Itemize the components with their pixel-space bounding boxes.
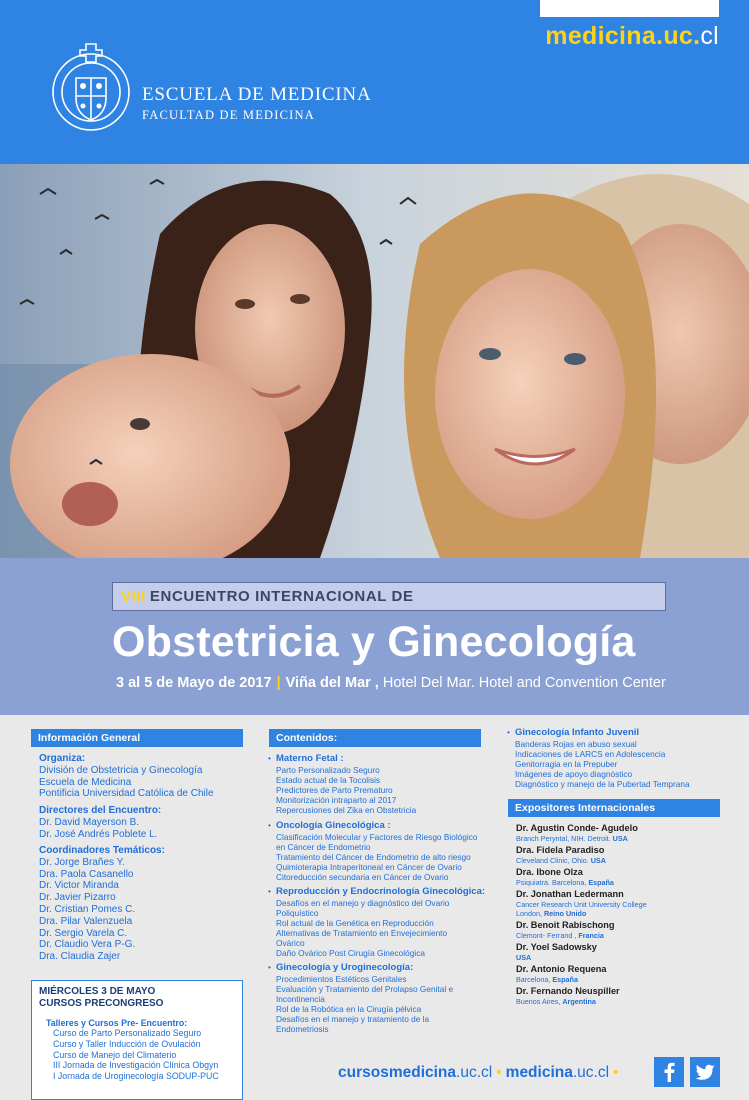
precongreso-item: Curso de Parto Personalizado Seguro xyxy=(53,1028,202,1038)
facebook-icon[interactable] xyxy=(654,1057,684,1087)
coordinadores-heading: Coordinadores Temáticos: xyxy=(39,845,165,856)
info-general-header: Información General xyxy=(31,729,243,747)
expositor-affiliation: Buenos Aires, Argentina xyxy=(516,997,596,1006)
contenido-item: Ovárico xyxy=(276,938,305,948)
facebook-glyph xyxy=(654,1057,684,1087)
expositor-affiliation: Cancer Research Unit University College xyxy=(516,900,647,909)
family-photo-illustration xyxy=(0,164,749,558)
coordinador-item: Dr. Cristian Pomes C. xyxy=(39,903,136,915)
school-line-1: ESCUELA DE MEDICINA xyxy=(142,84,372,105)
expositor-affiliation: USA xyxy=(516,953,532,962)
contenido-item: Predictores de Parto Prematuro xyxy=(276,785,393,795)
contenido-item: Imágenes de apoyo diagnóstico xyxy=(515,769,633,779)
expositor-affiliation: Clemont- Ferrand , Francia xyxy=(516,931,604,940)
coordinador-item: Dra. Claudia Zajer xyxy=(39,951,121,963)
uroginecologia-section xyxy=(268,962,486,1034)
separator-dot: • xyxy=(496,1064,502,1081)
expositor-entry xyxy=(516,942,597,962)
expositor-name: Dr. Benoit Rabischong xyxy=(516,920,615,930)
uroginecologia-heading: Ginecología y Uroginecología: xyxy=(276,962,414,973)
hero-photo xyxy=(0,164,749,558)
reproduccion-section xyxy=(268,886,488,958)
oncologia-section xyxy=(268,820,486,882)
precongreso-item: Curso y Taller Inducción de Ovulación xyxy=(53,1038,201,1049)
expositor-affiliation: Barcelona, España xyxy=(516,975,578,984)
expositores-header: Expositores Internacionales xyxy=(508,799,720,817)
contenidos-header: Contenidos: xyxy=(269,729,481,747)
site-url[interactable] xyxy=(545,22,719,51)
coordinadores-section xyxy=(39,845,244,963)
subtitle-text: ENCUENTRO INTERNACIONAL DE xyxy=(149,588,414,605)
expositor-location: London, Reino Unido xyxy=(516,909,587,918)
coordinador-item: Dra. Paola Casanello xyxy=(39,868,134,880)
expositor-affiliation: Branch Peryntal, NIH. Detroit. USA xyxy=(516,834,628,843)
expositor-entry xyxy=(516,889,647,918)
expositor-name: Dr. Antonio Requena xyxy=(516,964,607,974)
site-url-light: cl xyxy=(700,22,719,50)
precongreso-subheading: Talleres y Cursos Pre- Encuentro: xyxy=(46,1018,188,1028)
coordinador-item: Dr. Claudio Vera P-G. xyxy=(39,939,136,951)
infanto-juvenil-section xyxy=(507,727,740,789)
precongreso-box xyxy=(31,980,243,1100)
expositor-name: Dra. Ibone Olza xyxy=(516,867,583,877)
event-dateline xyxy=(116,675,666,691)
directores-heading: Directores del Encuentro: xyxy=(39,805,162,816)
coordinador-item: Dr. Victor Miranda xyxy=(39,880,119,892)
contenido-item: Indicaciones de LARCS en Adolescencia xyxy=(515,749,666,759)
contenido-item: Desafíos en el manejo y tratamiento de la xyxy=(276,1014,430,1024)
contenido-item: Estado actual de la Tocolisis xyxy=(276,775,381,785)
expositor-affiliation: Cleveland Clinic, Ohio. USA xyxy=(516,856,606,865)
precongreso-item: I Jornada de Uroginecología SODUP-PUC xyxy=(53,1071,219,1082)
title-band xyxy=(0,558,749,715)
dateline-separator: | xyxy=(276,675,281,691)
contenido-item: Rol de la Robótica en la Cirugía pélvica xyxy=(276,1004,422,1014)
contenido-item: Clasificación Molecular y Factores de Riesgo Biológico xyxy=(276,832,478,842)
footer-links xyxy=(338,1064,622,1082)
separator-dot: • xyxy=(613,1064,619,1081)
precongreso-item: Curso de Manejo del Climaterio xyxy=(53,1049,177,1060)
reproduccion-heading: Reproducción y Endocrinología Ginecológica: xyxy=(276,886,486,897)
school-line-2: FACULTAD DE MEDICINA xyxy=(142,108,315,122)
director-item: Dr. José Andrés Poblete L. xyxy=(39,828,158,840)
bullet-icon: • xyxy=(268,820,271,830)
contenido-item: Monitorización intraparto al 2017 xyxy=(276,795,397,805)
bullet-icon: • xyxy=(268,962,271,972)
site-url-bold: medicina.uc. xyxy=(545,22,701,50)
contenido-item: Incontinencia xyxy=(276,994,325,1004)
medicina-link[interactable]: medicina.uc.cl xyxy=(505,1064,610,1081)
cursos-link[interactable]: cursosmedicina.uc.cl xyxy=(338,1064,493,1081)
university-seal-icon xyxy=(50,36,132,142)
contenido-item: Daño Ovárico Post Cirugía Ginecológica xyxy=(276,948,425,958)
infanto-juvenil-heading: Ginecología Infanto Juvenil xyxy=(515,727,640,738)
header xyxy=(0,0,749,164)
expositor-affiliation: Psiquiatra. Barcelona, España xyxy=(516,878,614,887)
contenido-item: Poliquístico xyxy=(276,908,319,918)
event-venue: Hotel Del Mar. Hotel and Convention Center xyxy=(382,675,666,691)
twitter-icon[interactable] xyxy=(690,1057,720,1087)
event-city: Viña del Mar , xyxy=(285,675,379,691)
expositor-entry xyxy=(516,920,615,940)
organiza-item: Pontificia Universidad Católica de Chile xyxy=(39,788,214,800)
school-name xyxy=(142,84,371,123)
expositor-name: Dra. Fidela Paradiso xyxy=(516,845,605,855)
precongreso-item: III Jornada de Investigación Clínica Obgyn xyxy=(53,1060,219,1071)
content-area xyxy=(0,715,749,1100)
event-title: Obstetricia y Ginecología xyxy=(112,618,636,666)
coordinador-item: Dr. Sergio Varela C. xyxy=(39,927,128,939)
contenido-item: Evaluación y Tratamiento del Prolapso Genital e xyxy=(276,984,454,994)
contenido-item: en Cáncer de Endometrio xyxy=(276,842,371,852)
materno-fetal-heading: Materno Fetal : xyxy=(276,753,344,764)
contenido-item: Repercusiones del Zika en Obstetricia xyxy=(276,805,417,815)
contenido-item: Parto Personalizado Seguro xyxy=(276,765,380,775)
contenido-item: Citoreducción secundaria en Cáncer de Ovario xyxy=(276,872,449,882)
organiza-section xyxy=(39,753,244,800)
contenido-item: Procedimientos Estéticos Genitales xyxy=(276,974,407,984)
contenido-item: Diagnóstico y manejo de la Pubertad Temprana xyxy=(515,779,690,789)
organiza-item: División de Obstetricia y Ginecología xyxy=(39,764,203,776)
expositor-entry xyxy=(516,986,620,1006)
expositor-name: Dr. Jonathan Ledermann xyxy=(516,889,624,899)
expositor-name: Dr. Yoel Sadowsky xyxy=(516,942,597,952)
edition-number: VIII xyxy=(121,588,146,605)
event-subtitle xyxy=(112,582,666,611)
expositor-name: Dr. Fernando Neuspiller xyxy=(516,986,620,996)
expositor-entry xyxy=(516,964,607,984)
precongreso-date: MIÉRCOLES 3 DE MAYO xyxy=(39,986,156,997)
coordinador-item: Dra. Pilar Valenzuela xyxy=(39,915,133,927)
coordinador-item: Dr. Javier Pizarro xyxy=(39,892,116,904)
contenido-item: Banderas Rojas en abuso sexual xyxy=(515,739,637,749)
director-item: Dr. David Mayerson B. xyxy=(39,816,140,828)
expositor-name: Dr. Agustin Conde- Agudelo xyxy=(516,823,638,833)
contenido-item: Rol actual de la Genética en Reproducción xyxy=(276,918,434,928)
directores-section xyxy=(39,805,244,840)
contenido-item: Endometriosis xyxy=(276,1024,329,1034)
expositor-entry xyxy=(516,845,606,865)
bullet-icon: • xyxy=(268,886,271,896)
oncologia-heading: Oncología Ginecológica : xyxy=(276,820,391,831)
organiza-heading: Organiza: xyxy=(39,753,86,764)
event-dates: 3 al 5 de Mayo de 2017 xyxy=(116,675,272,691)
header-white-box xyxy=(540,0,719,17)
materno-fetal-section xyxy=(268,753,486,815)
organiza-item: Escuela de Medicina xyxy=(39,776,132,788)
twitter-glyph xyxy=(690,1057,720,1087)
expositor-entry xyxy=(516,823,638,843)
coordinador-item: Dr. Jorge Brañes Y. xyxy=(39,856,125,868)
contenido-item: Quimioterapia Intraperitoneal en Cáncer de Ovario xyxy=(276,862,462,872)
contenido-item: Alternativas de Tratamiento en Envejecimiento xyxy=(276,928,448,938)
bullet-icon: • xyxy=(268,753,271,763)
contenido-item: Desafíos en el manejo y diagnóstico del Ovario xyxy=(276,898,450,908)
expositor-entry xyxy=(516,867,614,887)
contenido-item: Genitorragia en la Prepuber xyxy=(515,759,618,769)
contenido-item: Tratamiento del Cáncer de Endometrio de alto riesgo xyxy=(276,852,471,862)
precongreso-title: CURSOS PRECONGRESO xyxy=(39,997,164,1009)
bullet-icon: • xyxy=(507,727,510,737)
